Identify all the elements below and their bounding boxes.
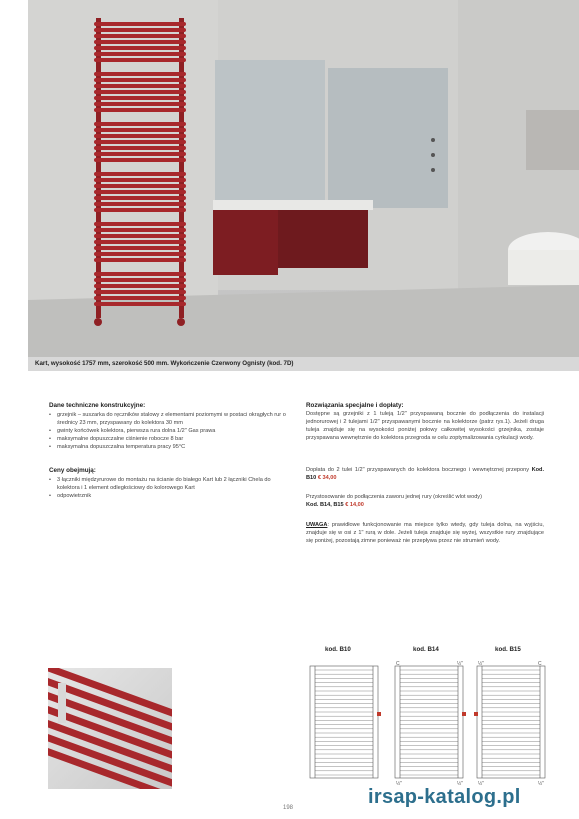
diagram-b10-label: kod. B10 [325,646,351,653]
price-includes-list [49,476,287,500]
note [306,521,544,545]
radiator-bar [94,122,186,126]
radiator-bar [94,178,186,182]
price-item: • 3 łączniki międzyrurowe do montażu na ścianie do białego Kart lub 2 łączniki Chela do kolektora i 1 element odległościowy do kolorowego Kart [49,476,287,492]
special-solutions-text: Dostępne są grzejniki z 1 tuleją 1/2" przyspawaną bocznie do podłączenia do instalacji jednorurowej i 2 tulejami 1/2" przyspawanymi bocznie na kolektorze (patrz rys.1). Jeżeli druga tuleja znajduje się na wysokości poniżej połowy całkowitej wysokości grzejnika, zostaje przyspawana wewnętrznie do kolektora przegroda w celu zoptymalizowania cyrkulacji wody. [306,411,544,441]
radiator-closeup-illustration [48,668,172,789]
radiator-bar [94,72,186,76]
radiator-bar [94,108,186,112]
radiator-bar [94,128,186,132]
diagram-half-label-2: ½" [478,661,484,667]
radiator-bar [94,22,186,26]
price-b14-b15: € 14,00 [345,502,364,508]
note-text: : prawidłowe funkcjonowanie ma miejsce tylko wtedy, gdy tuleja dolna, na wyjściu, znajduje się w osi z 1" rurą w dole. Jeżeli tuleja znajduje się wyżej, wszystkie rury znajdujące się poniżej, pozostają zimne ponieważ nie przepływa przez nie strumień wody. [306,522,544,544]
diagram-frame [310,666,378,778]
diagram-half-label-1: ½" [457,661,463,667]
radiator-bar [94,46,186,50]
radiator-bar [94,240,186,244]
bathroom-scene-illustration [28,0,579,357]
diagram-half-label-5: ½" [478,781,484,786]
page-number: 198 [283,805,294,811]
radiator-bar [94,258,186,262]
radiator-bar [94,246,186,250]
hero-photo [28,0,579,357]
tech-title: Dane techniczne konstrukcyjne: [49,402,146,409]
diagram-frame [477,666,545,778]
diagram-connection-marker [474,712,478,716]
radiator-bar [94,172,186,176]
note-label: UWAGA [306,522,328,528]
radiator-bar [94,222,186,226]
diagram-b15-label: kod. B15 [495,646,521,653]
radiator-bar [94,102,186,106]
surcharge-b10-text: Dopłata do 2 tulei 1/2" przyspawanych do kolektora bocznego i wewnętrznej przepony [306,467,530,473]
radiator-bar [94,152,186,156]
radiator-bar [94,28,186,32]
price-includes-title: Ceny obejmują: [49,467,96,474]
radiator-bar [94,84,186,88]
tech-item: • grzejnik – suszarka do ręczników stalowy z elementami poziomymi w postaci okrągłych rur o średnicy 23 mm, przyspawany do kolektora 30 mm [49,411,287,427]
diagram-half-label-3: ½" [396,781,402,786]
radiator-bar [94,234,186,238]
radiator-bar [94,272,186,276]
radiator-bar [94,96,186,100]
radiator-bar [94,78,186,82]
connection-diagrams [300,656,560,786]
radiator-bar [94,196,186,200]
radiator-bar [94,158,186,162]
special-solutions-title: Rozwiązania specjalne i dopłaty: [306,402,404,409]
radiator-bar [94,52,186,56]
surcharge-b14-b15-text: Przystosowanie do podłączenia zaworu jednej rury (określić wlot wody) [306,494,482,500]
radiator-bar [94,140,186,144]
tech-item: • maksymalne dopuszczalne ciśnienie robocze 8 bar [49,435,287,443]
radiator-bar [94,284,186,288]
diagram-b14-label: kod. B14 [413,646,439,653]
code-b14-b15: Kod. B14, B15 [306,502,344,508]
diagram-connection-marker [462,712,466,716]
surcharge-b14-b15 [306,493,544,509]
radiator-bar [94,90,186,94]
radiator-bar [94,58,186,62]
photo-caption: Kart, wysokość 1757 mm, szerokość 500 mm. Wykończenie Czerwony Ognisty (kod. 7D) [35,360,294,367]
tech-item: • maksymalna dopuszczalna temperatura pracy 95°C [49,443,287,451]
radiator-bar [94,146,186,150]
radiator-bar [94,278,186,282]
radiator-bar [94,134,186,138]
price-b10: € 34,00 [317,475,337,481]
radiator-bar [94,296,186,300]
surcharge-b10 [306,466,544,482]
radiator-bar [94,202,186,206]
diagram-c-label-1: C [396,661,400,667]
watermark: irsap-katalog.pl [368,786,521,808]
radiator-bar [94,184,186,188]
radiator-closeup-photo [48,668,172,789]
radiator-bar [94,34,186,38]
radiator-bar [94,208,186,212]
diagram-c-label-2: C [538,661,542,667]
radiator-bar [94,252,186,256]
radiator-bar [94,228,186,232]
diagram-connection-marker [377,712,381,716]
radiator-bar [94,290,186,294]
radiator-bar [94,190,186,194]
radiator-bar [94,302,186,306]
diagram-half-label-6: ½" [538,781,544,786]
radiator-bar [94,40,186,44]
diagram-half-label-4: ½" [457,781,463,786]
price-item: • odpowietrznik [49,492,287,500]
code-b10: Kod. B10 [306,467,545,481]
tech-list [49,411,287,451]
diagram-frame [395,666,463,778]
tech-item: • gwinty końcówek kolektora, pierwsza rura dolna 1/2" Gas prawa [49,427,287,435]
